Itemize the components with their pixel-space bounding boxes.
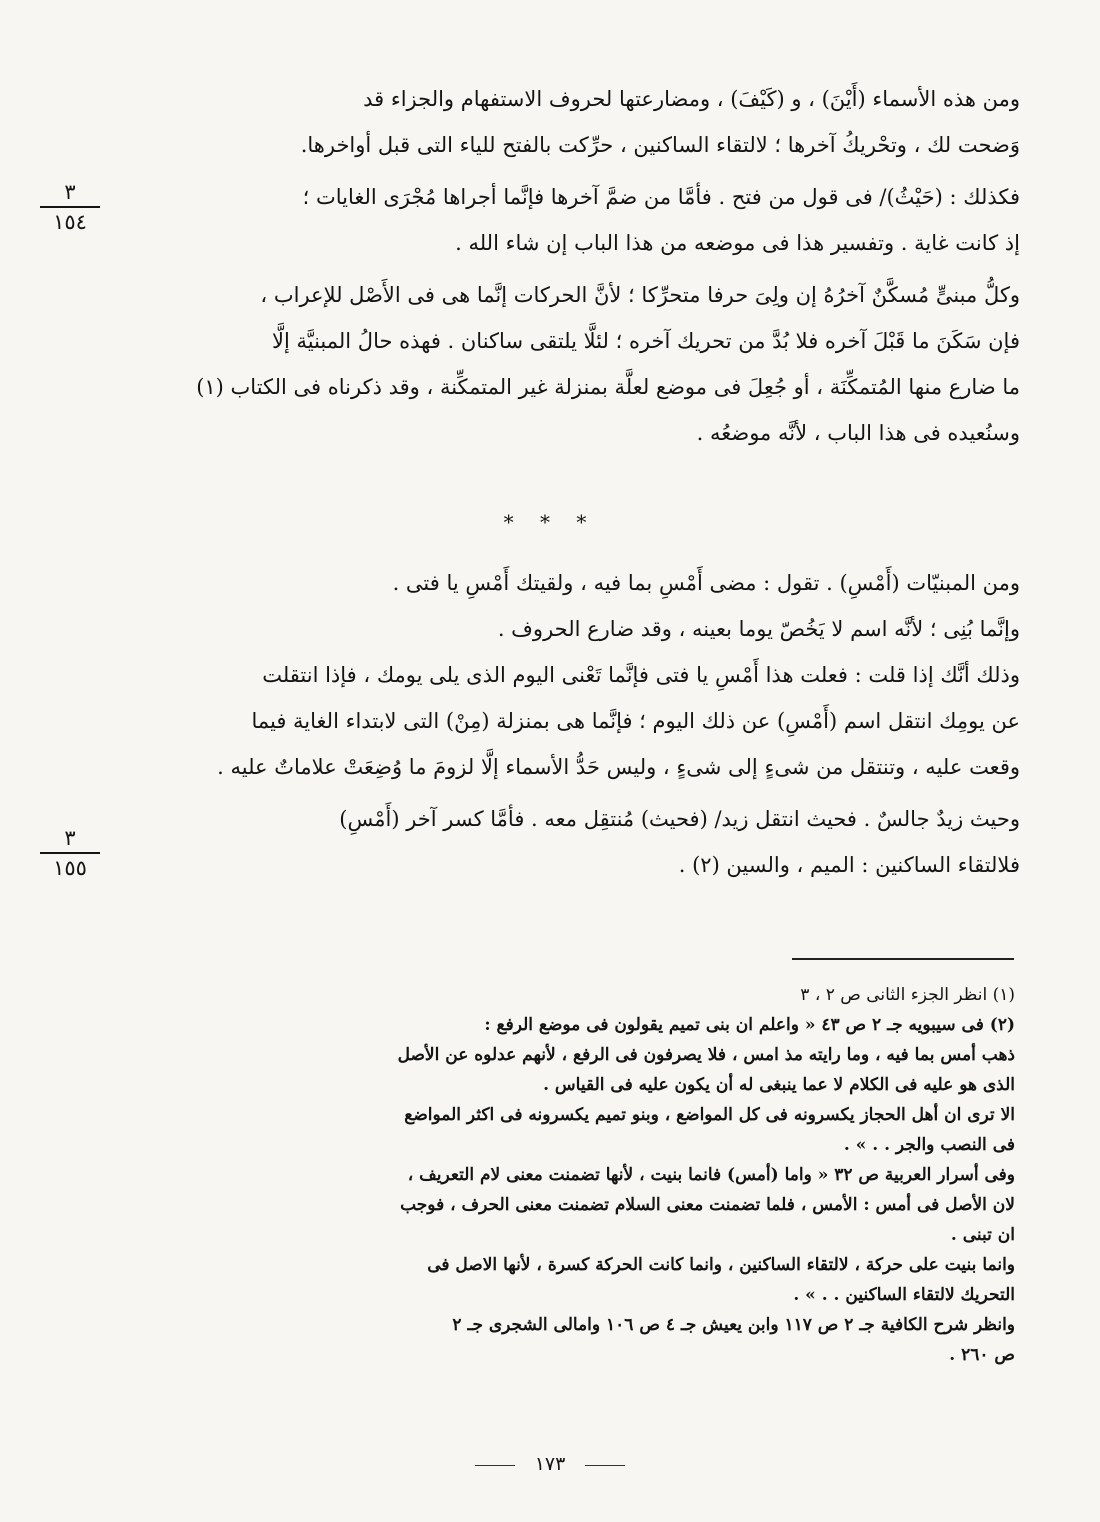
text-line: فإن سَكَنَ ما قَبْلَ آخره فلا بُدَّ من تحريك آخره ؛ لئلَّا يلتقى ساكنان . فهذه حالُ المبنيَّة إلَّا xyxy=(272,329,1020,353)
text-line: وكلُّ مبنىٍّ مُسكَّنٌ آخرُهُ إن ولِىَ حرفا متحرِّكا ؛ لأنَّ الحركات إنَّما هى فى الأَصْل للإعراب ، xyxy=(260,283,1020,307)
footnote-line: وفى أسرار العربية ص ٣٢ « واما (أمس) فانما بنيت ، لأنها تضمنت معنى لام التعريف ، xyxy=(407,1165,1015,1185)
page-number: ١٧٣ xyxy=(534,1453,566,1475)
page-number-dash xyxy=(475,1465,515,1466)
page-number-row xyxy=(0,1453,1100,1475)
margin-reference xyxy=(40,826,100,880)
footnote-line: التحريك لالتقاء الساكنين . . » . xyxy=(793,1285,1015,1305)
footnote-line: ان تبنى . xyxy=(950,1225,1015,1245)
footnote-line: ذهب أمس بما فيه ، وما رايته مذ امس ، فلا يصرفون فى الرفع ، لأنهم عدلوه عن الأصل xyxy=(397,1045,1015,1065)
footnote-line: الذى هو عليه فى الكلام لا عما ينبغى له أن يكون عليه فى القياس . xyxy=(543,1075,1015,1095)
text-line: ومن المبنيّات (أَمْسِ) . تقول : مضى أَمْسِ بما فيه ، ولقيتك أَمْسِ يا فتى . xyxy=(392,571,1020,595)
margin-ref-page: ١٥٤ xyxy=(53,210,87,234)
text-line: وَضحت لك ، وتحْريكُ آخرها ؛ لالتقاء الساكنين ، حرِّكت بالفتح للياء التى قبل أواخرها. xyxy=(300,133,1020,157)
page-number-dash xyxy=(585,1465,625,1466)
text-line: وحيث زيدٌ جالسٌ . فحيث انتقل زيد/ (فحيث) مُنتقِل معه . فأمَّا كسر آخر (أَمْسِ) xyxy=(339,807,1020,831)
text-line: فلالتقاء الساكنين : الميم ، والسين (٢) . xyxy=(678,853,1020,877)
text-line: وإنَّما بُنِى ؛ لأنَّه اسم لا يَخُصّ يوما بعينه ، وقد ضارع الحروف . xyxy=(497,617,1020,641)
footnote-line: (٢) فى سيبويه جـ ٢ ص ٤٣ « واعلم ان بنى تميم يقولون فى موضع الرفع : xyxy=(484,1015,1015,1035)
text-line: فكذلك : (حَيْثُ)/ فى قول من فتح . فأمَّا من ضمَّ آخرها فإنَّما أجراها مُجْرَى الغايات ؛ xyxy=(302,185,1020,209)
text-line: وقعت عليه ، وتنتقل من شىءٍ إلى شىءٍ ، وليس حَدُّ الأسماء إلَّا لزومَ ما وُضِعَتْ علاماتٌ عليه . xyxy=(217,755,1020,779)
second-text-section xyxy=(160,560,1020,888)
text-line: وذلك أنَّك إذا قلت : فعلت هذا أَمْسِ يا فتى فإنَّما تَعْنى اليوم الذى يلى يومك ، فإذا انتقلت xyxy=(262,663,1020,687)
footnote-line: فى النصب والجر . . » . xyxy=(843,1135,1015,1155)
section-separator: * * * xyxy=(503,510,597,534)
text-line: عن يومِك انتقل اسم (أَمْسِ) عن ذلك اليوم ؛ فإنَّما هى بمنزلة (مِنْ) التى لابتداء الغاية فيما xyxy=(251,709,1020,733)
margin-reference xyxy=(40,180,100,234)
footnote-divider xyxy=(792,958,1014,960)
main-text-section xyxy=(160,76,1020,456)
margin-ref-volume: ٣ xyxy=(40,180,100,208)
footnote-line: لان الأصل فى أمس : الأمس ، فلما تضمنت معنى السلام تضمنت معنى الحرف ، فوجب xyxy=(400,1195,1015,1215)
text-line: ومن هذه الأسماء (أَيْنَ) ، و (كَيْفَ) ، ومضارعتها لحروف الاستفهام والجزاء قد xyxy=(363,87,1020,111)
footnotes xyxy=(150,980,1015,1370)
footnote-line: وانما بنيت على حركة ، لالتقاء الساكنين ، وانما كانت الحركة كسرة ، لأنها الاصل فى xyxy=(427,1255,1015,1275)
margin-ref-volume: ٣ xyxy=(40,826,100,854)
text-line: إذ كانت غاية . وتفسير هذا فى موضعه من هذا الباب إن شاء الله . xyxy=(455,231,1020,255)
footnote-line: (١) انظر الجزء الثانى ص ٢ ، ٣ xyxy=(800,985,1015,1005)
footnote-line: ص ٢٦٠ . xyxy=(949,1345,1015,1365)
margin-ref-page: ١٥٥ xyxy=(53,856,87,880)
footnote-line: الا ترى ان أهل الحجاز يكسرونه فى كل المواضع ، وبنو تميم يكسرونه فى اكثر المواضع xyxy=(404,1105,1015,1125)
footnote-line: وانظر شرح الكافية جـ ٢ ص ١١٧ وابن يعيش جـ ٤ ص ١٠٦ وامالى الشجرى جـ ٢ xyxy=(452,1315,1015,1335)
text-line: وسنُعيده فى هذا الباب ، لأنَّه موضعُه . xyxy=(696,421,1020,445)
text-line: ما ضارع منها المُتمكِّنَة ، أو جُعِلَ فى موضع لعلَّة بمنزلة غير المتمكِّنة ، وقد ذكرناه فى الكتاب (١) xyxy=(196,375,1020,399)
